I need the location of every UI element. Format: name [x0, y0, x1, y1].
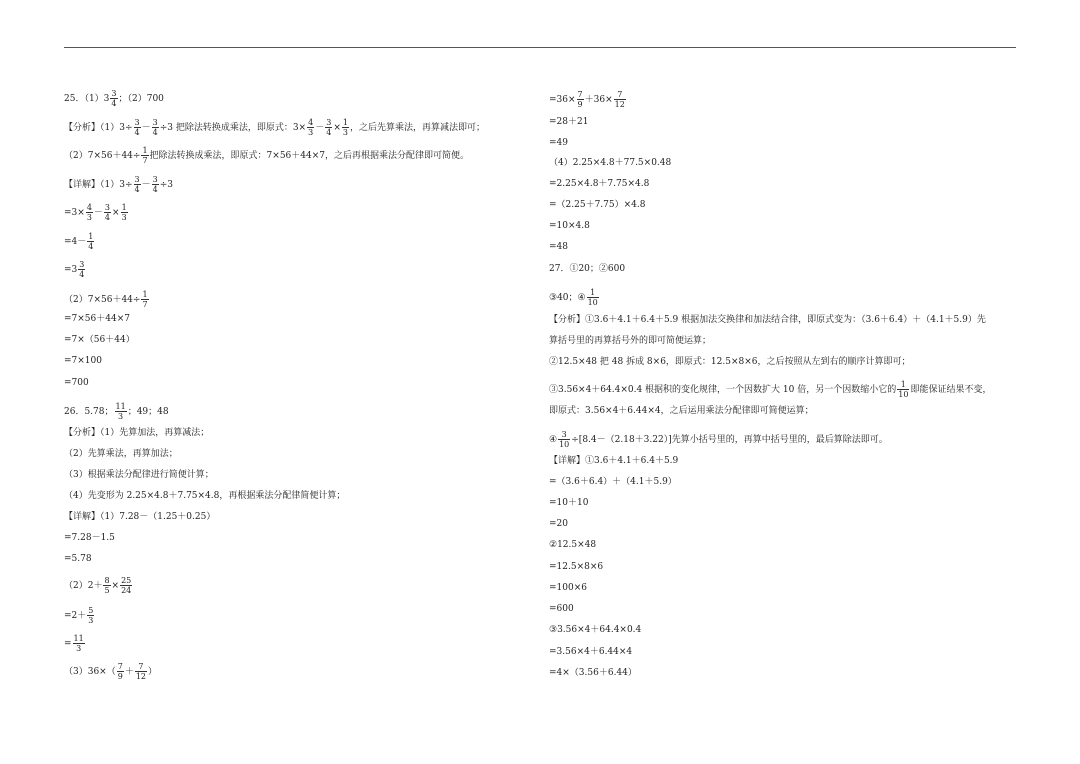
- q27-part3-head: ③3.56×4＋64.4×0.4: [549, 625, 642, 635]
- q26-step-2: =5.78: [64, 554, 92, 564]
- q27-step-7: =3.56×4＋6.44×4: [549, 647, 633, 657]
- q26-part2-head: （2）2＋ $\frac{8}{5}$ × $\frac{25}{24}$: [64, 576, 132, 595]
- q27-step-3: =20: [549, 519, 568, 529]
- q25-analysis-1: 【分析】（1）3÷ $\frac{3}{4}$ － $\frac{3}{4}$ ÷3 把除法转换成乘法，即原式：3× $\frac{4}{3}$ － $\frac{3}{4}$ × $\frac{1}{3}$ ，之后先算乘法，再算减法即可；: [64, 118, 485, 137]
- q26-answer: 26．5.78； $\frac{11}{3}$ ；49；48: [64, 402, 169, 421]
- fraction: $\frac{1}{10}$: [898, 380, 909, 399]
- fraction: $\frac{1}{7}$: [142, 290, 148, 309]
- q26-step-7: =49: [549, 138, 568, 148]
- fraction: $\frac{3}{4}$: [111, 89, 117, 108]
- fraction: $\frac{3}{4}$: [326, 118, 332, 137]
- q27-step-2: =10＋10: [549, 498, 589, 508]
- fraction: $\frac{25}{24}$: [121, 576, 132, 595]
- fraction: $\frac{1}{3}$: [342, 118, 348, 137]
- q27-step-1: =（3.6＋6.4）＋（4.1＋5.9）: [549, 477, 677, 487]
- fraction: $\frac{7}{12}$: [135, 662, 147, 681]
- fraction: $\frac{1}{4}$: [88, 232, 94, 251]
- q26-part4-head: （4）2.25×4.8＋77.5×0.48: [549, 158, 672, 168]
- q26-step-9: =（2.25＋7.75）×4.8: [549, 200, 646, 210]
- fraction: $\frac{11}{3}$: [73, 634, 84, 653]
- q27-part2-head: ②12.5×48: [549, 540, 597, 550]
- q27-answer-2: ③40；④ $\frac{1}{10}$: [549, 288, 598, 307]
- q25-step-1: =3× $\frac{4}{3}$ － $\frac{3}{4}$ × $\frac{1}{3}$: [64, 203, 127, 222]
- q27-step-8: =4×（3.56＋6.44）: [549, 668, 637, 678]
- fraction: $\frac{3}{4}$: [104, 203, 111, 222]
- q27-answer: 27．①20；②600: [549, 264, 626, 274]
- fraction: $\frac{7}{9}$: [577, 90, 583, 109]
- fraction: $\frac{3}{4}$: [152, 118, 158, 137]
- q25-step-4: =7×56＋44×7: [64, 314, 130, 324]
- fraction: $\frac{8}{5}$: [104, 576, 110, 595]
- q25-part2-head: （2）7×56＋44÷ $\frac{1}{7}$: [64, 290, 148, 309]
- header-rule: [64, 47, 1016, 48]
- fraction: $\frac{5}{3}$: [88, 606, 94, 625]
- q27-analysis-4: ④ $\frac{3}{10}$ ÷[8.4－（2.18＋3.22）]先算小括号里的，再算中括号里的，最后算除法即可。: [549, 430, 888, 449]
- q26-step-4: = $\frac{11}{3}$: [64, 634, 84, 653]
- q25-answer: 25．（1）3 $\frac{3}{4}$ ；（2）700: [64, 89, 164, 108]
- q25-detail-head: 【详解】（1）3÷ $\frac{3}{4}$ － $\frac{3}{4}$ ÷3: [64, 175, 173, 194]
- fraction: $\frac{3}{4}$: [134, 118, 140, 137]
- fraction: $\frac{1}{7}$: [142, 146, 148, 165]
- q25-step-6: =7×100: [64, 356, 102, 366]
- fraction: $\frac{4}{3}$: [308, 118, 314, 137]
- fraction: $\frac{4}{3}$: [86, 203, 92, 222]
- fraction: $\frac{7}{9}$: [117, 662, 123, 681]
- q26-step-6: =28＋21: [549, 117, 589, 127]
- q26-analysis-3: （3）根据乘法分配律进行简便计算；: [64, 470, 214, 480]
- q26-step-3: =2＋ $\frac{5}{3}$: [64, 606, 94, 625]
- fraction: $\frac{7}{12}$: [614, 90, 625, 109]
- fraction: $\frac{3}{10}$: [559, 430, 570, 449]
- q26-analysis-1: 【分析】（1）先算加法，再算减法；: [64, 428, 210, 438]
- q26-step-5: =36× $\frac{7}{9}$ ＋36× $\frac{7}{12}$: [549, 90, 625, 109]
- q27-detail-head: 【详解】①3.6＋4.1＋6.4＋5.9: [549, 456, 679, 466]
- fraction: $\frac{3}{4}$: [152, 175, 158, 194]
- q25-step-5: =7×（56＋44）: [64, 335, 135, 345]
- q26-step-1: =7.28－1.5: [64, 533, 115, 543]
- fraction: $\frac{3}{4}$: [79, 260, 85, 279]
- q27-analysis-3b: 即原式：3.56×4＋6.44×4，之后运用乘法分配律即可简便运算；: [549, 406, 814, 416]
- q25-step-7: =700: [64, 378, 89, 388]
- q26-analysis-4: （4）先变形为 2.25×4.8＋7.75×4.8，再根据乘法分配律简便计算；: [64, 491, 346, 501]
- q27-analysis-2: ②12.5×48 把 48 拆成 8×6，即原式：12.5×8×6，之后按照从左到右的顺序计算即可；: [549, 357, 911, 367]
- q27-step-5: =100×6: [549, 583, 587, 593]
- q27-analysis-1: 【分析】①3.6＋4.1＋6.4＋5.9 根据加法交换律和加法结合律，即原式变为：（3.6＋6.4）＋（4.1＋5.9）先: [549, 315, 986, 325]
- q26-analysis-2: （2）先算乘法，再算加法；: [64, 449, 178, 459]
- q25-analysis-2: （2）7×56＋44÷ $\frac{1}{7}$ 把除法转换成乘法，即原式：7×56＋44×7，之后再根据乘法分配律即可简便。: [64, 146, 469, 165]
- q26-step-11: =48: [549, 242, 568, 252]
- q26-detail-head: 【详解】（1）7.28－（1.25＋0.25）: [64, 512, 216, 522]
- fraction: $\frac{1}{10}$: [587, 288, 598, 307]
- q25-step-3: =3 $\frac{3}{4}$: [64, 260, 85, 279]
- q26-step-10: =10×4.8: [549, 221, 590, 231]
- q25-step-2: =4－ $\frac{1}{4}$: [64, 232, 94, 251]
- q27-analysis-1b: 算括号里的再算括号外的即可简便运算；: [549, 336, 712, 346]
- q26-part3-head: （3）36×（ $\frac{7}{9}$ ＋ $\frac{7}{12}$ ）: [64, 662, 158, 681]
- q26-step-8: =2.25×4.8＋7.75×4.8: [549, 179, 650, 189]
- fraction: $\frac{3}{4}$: [134, 175, 140, 194]
- fraction: $\frac{1}{3}$: [121, 203, 127, 222]
- q27-step-6: =600: [549, 604, 574, 614]
- q27-step-4: =12.5×8×6: [549, 562, 604, 572]
- q27-analysis-3: ③3.56×4＋64.4×0.4 根据积的变化规律，一个因数扩大 10 倍，另一个因数缩小它的 $\frac{1}{10}$ 即能保证结果不变，: [549, 380, 992, 399]
- fraction: $\frac{11}{3}$: [115, 402, 126, 421]
